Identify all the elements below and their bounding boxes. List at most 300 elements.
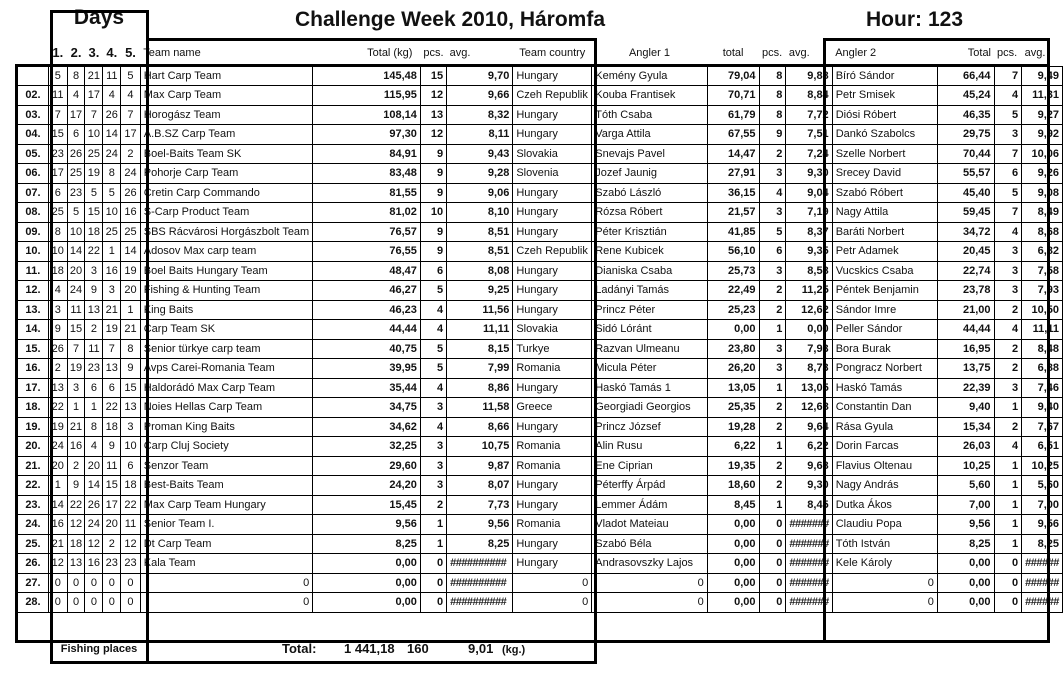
angler2-name-cell: Dankó Szabolcs <box>832 125 937 145</box>
angler1-pcs-cell: 3 <box>759 339 786 359</box>
rank-cell: 20. <box>18 437 49 457</box>
day-place-cell: 1 <box>67 398 85 418</box>
angler2-name-cell: Péntek Benjamin <box>832 281 937 301</box>
team-pcs-cell: 13 <box>420 105 446 125</box>
angler1-name-cell: Péter Krisztián <box>592 222 707 242</box>
angler1-avg-cell: 8,73 <box>786 359 832 379</box>
team-country-cell: Slovenia <box>513 164 592 184</box>
angler1-total-cell: 25,73 <box>707 261 759 281</box>
rank-cell: 13. <box>18 300 49 320</box>
table-row <box>18 242 1063 262</box>
angler2-total-cell: 7,00 <box>937 495 994 515</box>
day-place-cell: 20 <box>85 456 103 476</box>
day-place-cell: 23 <box>121 554 141 574</box>
angler2-total-cell: 5,60 <box>937 476 994 496</box>
angler1-total-cell: 19,28 <box>707 417 759 437</box>
team-avg-cell: 11,56 <box>447 300 513 320</box>
team-name-cell: Senior türkye carp team <box>140 339 312 359</box>
angler1-total-cell: 25,23 <box>707 300 759 320</box>
day-place-cell: 25 <box>48 203 67 223</box>
table-row <box>18 66 1063 86</box>
angler2-pcs-cell: 2 <box>994 359 1022 379</box>
day-place-cell: 3 <box>103 281 121 301</box>
team-country-cell: Hungary <box>513 222 592 242</box>
team-avg-cell: 9,70 <box>447 66 513 86</box>
team-country-cell: Hungary <box>513 105 592 125</box>
day-place-cell: 21 <box>85 66 103 86</box>
day-place-cell: 12 <box>85 534 103 554</box>
day-place-cell: 11 <box>67 300 85 320</box>
day-place-cell: 25 <box>121 222 141 242</box>
day-place-cell: 16 <box>85 554 103 574</box>
day-place-cell: 24 <box>85 515 103 535</box>
angler1-avg-cell: 7,93 <box>786 339 832 359</box>
team-pcs-cell: 10 <box>420 203 446 223</box>
angler1-pcs-cell: 4 <box>759 183 786 203</box>
angler2-name-cell: Dorin Farcas <box>832 437 937 457</box>
team-country-cell: Hungary <box>513 261 592 281</box>
day-place-cell: 10 <box>103 203 121 223</box>
angler1-pcs-cell: 2 <box>759 144 786 164</box>
team-avg-cell: 9,25 <box>447 281 513 301</box>
day-place-cell: 23 <box>48 144 67 164</box>
angler1-total-cell: 13,05 <box>707 378 759 398</box>
angler2-total-cell: 22,39 <box>937 378 994 398</box>
angler1-name-cell: Sidó Lóránt <box>592 320 707 340</box>
angler2-avg-cell: 8,25 <box>1022 534 1063 554</box>
team-country-cell: Hungary <box>513 534 592 554</box>
day-place-cell: 0 <box>85 573 103 593</box>
team-pcs-cell: 0 <box>420 554 446 574</box>
angler1-pcs-cell: 9 <box>759 125 786 145</box>
rank-cell: 14. <box>18 320 49 340</box>
day-place-cell: 25 <box>85 144 103 164</box>
page-title: Challenge Week 2010, Háromfa <box>294 8 606 31</box>
angler1-total-cell: 18,60 <box>707 476 759 496</box>
angler2-pcs-cell: 7 <box>994 144 1022 164</box>
angler1-avg-cell: 7,24 <box>786 144 832 164</box>
angler1-total-cell: 56,10 <box>707 242 759 262</box>
angler2-avg-cell: 7,67 <box>1022 417 1063 437</box>
angler2-pcs-cell: 5 <box>994 183 1022 203</box>
total-avg: 9,01 <box>468 641 494 656</box>
day-place-cell: 14 <box>48 495 67 515</box>
angler1-avg-cell: 9,04 <box>786 183 832 203</box>
angler1-total-cell: 27,91 <box>707 164 759 184</box>
angler2-total-cell: 26,03 <box>937 437 994 457</box>
team-pcs-cell: 5 <box>420 359 446 379</box>
day-place-cell: 12 <box>121 534 141 554</box>
angler2-pcs-cell: 6 <box>994 164 1022 184</box>
team-avg-cell: 9,56 <box>447 515 513 535</box>
angler2-name-cell: 0 <box>832 593 937 613</box>
total-pcs: 160 <box>407 641 429 656</box>
table-row <box>18 554 1063 574</box>
team-avg-cell: 8,32 <box>447 105 513 125</box>
day-place-cell: 2 <box>85 320 103 340</box>
day-place-cell: 7 <box>121 105 141 125</box>
rank-cell: 04. <box>18 125 49 145</box>
team-total-cell: 35,44 <box>313 378 421 398</box>
angler1-name-cell: Varga Attila <box>592 125 707 145</box>
team-pcs-cell: 9 <box>420 242 446 262</box>
team-avg-cell: 8,51 <box>447 242 513 262</box>
angler2-name-cell: 0 <box>832 573 937 593</box>
angler2-name-cell: Vucskics Csaba <box>832 261 937 281</box>
team-avg-cell: 9,06 <box>447 183 513 203</box>
angler1-total-cell: 0,00 <box>707 515 759 535</box>
angler2-pcs-cell: 4 <box>994 437 1022 457</box>
day-place-cell: 25 <box>103 222 121 242</box>
angler2-name-cell: Bíró Sándor <box>832 66 937 86</box>
rank-cell: 10. <box>18 242 49 262</box>
day-place-cell: 1 <box>85 398 103 418</box>
angler2-total-cell: 16,95 <box>937 339 994 359</box>
angler1-name-cell: Snevajs Pavel <box>592 144 707 164</box>
team-name-cell: Senior Team I. <box>140 515 312 535</box>
day-place-cell: 23 <box>85 359 103 379</box>
day-place-cell: 24 <box>121 164 141 184</box>
angler1-name-cell: Szabó László <box>592 183 707 203</box>
angler1-avg-cell: ####### <box>786 554 832 574</box>
angler1-name-cell: Szabó Béla <box>592 534 707 554</box>
angler2-total-cell: 20,45 <box>937 242 994 262</box>
day-place-cell: 0 <box>48 573 67 593</box>
angler2-avg-cell: 11,31 <box>1022 86 1063 106</box>
team-pcs-cell: 4 <box>420 300 446 320</box>
day-place-cell: 16 <box>103 261 121 281</box>
day-place-cell: 6 <box>121 456 141 476</box>
team-pcs-cell: 4 <box>420 417 446 437</box>
team-avg-cell: 9,87 <box>447 456 513 476</box>
angler2-name-cell: Haskó Tamás <box>832 378 937 398</box>
angler1-pcs-cell: 8 <box>759 66 786 86</box>
angler1-avg-cell: ####### <box>786 534 832 554</box>
angler1-total-cell: 22,49 <box>707 281 759 301</box>
day-place-cell: 0 <box>67 573 85 593</box>
angler1-avg-cell: 12,62 <box>786 300 832 320</box>
day-place-cell: 14 <box>121 242 141 262</box>
angler2-avg-cell: 10,25 <box>1022 456 1063 476</box>
day-place-cell: 2 <box>48 359 67 379</box>
angler1-name-cell: Péterffy Árpád <box>592 476 707 496</box>
angler2-name-cell: Szabó Róbert <box>832 183 937 203</box>
day-place-cell: 11 <box>103 456 121 476</box>
rank-cell: 19. <box>18 417 49 437</box>
angler2-avg-cell: 9,49 <box>1022 66 1063 86</box>
angler2-name-cell: Pongracz Norbert <box>832 359 937 379</box>
table-row <box>18 144 1063 164</box>
table-row <box>18 222 1063 242</box>
team-country-cell: Hungary <box>513 417 592 437</box>
angler2-total-cell: 9,40 <box>937 398 994 418</box>
angler2-avg-cell: 7,46 <box>1022 378 1063 398</box>
team-total-cell: 76,55 <box>313 242 421 262</box>
day-place-cell: 26 <box>103 105 121 125</box>
table-row <box>18 125 1063 145</box>
team-total-cell: 32,25 <box>313 437 421 457</box>
team-country-cell: Slovakia <box>513 320 592 340</box>
rank-header <box>18 40 49 66</box>
day-place-cell: 20 <box>67 261 85 281</box>
angler1-pcs-cell: 0 <box>759 593 786 613</box>
day-place-cell: 17 <box>121 125 141 145</box>
day-place-cell: 15 <box>103 476 121 496</box>
angler1-avg-cell: 9,88 <box>786 66 832 86</box>
angler2-total-cell: 0,00 <box>937 593 994 613</box>
hour-label: Hour: <box>866 8 922 31</box>
day-place-cell: 21 <box>48 534 67 554</box>
angler1-pcs-cell: 0 <box>759 534 786 554</box>
angler2-total-cell: 13,75 <box>937 359 994 379</box>
angler1-name-cell: Tóth Csaba <box>592 105 707 125</box>
day-place-cell: 20 <box>121 281 141 301</box>
angler1-total-cell: 41,85 <box>707 222 759 242</box>
team-total-cell: 44,44 <box>313 320 421 340</box>
rank-cell: 21. <box>18 456 49 476</box>
angler1-avg-cell: 11,25 <box>786 281 832 301</box>
hour-readout <box>866 8 963 32</box>
angler1-avg-cell: ####### <box>786 593 832 613</box>
angler2-total-cell: 29,75 <box>937 125 994 145</box>
team-country-cell: Romania <box>513 515 592 535</box>
angler2-avg-cell: 7,00 <box>1022 495 1063 515</box>
angler1-total-cell: 19,35 <box>707 456 759 476</box>
table-row <box>18 495 1063 515</box>
angler1-avg-cell: 8,37 <box>786 222 832 242</box>
day-place-cell: 6 <box>67 125 85 145</box>
angler2-avg-cell: 6,51 <box>1022 437 1063 457</box>
day-place-cell: 16 <box>121 203 141 223</box>
angler2-avg-cell: 7,93 <box>1022 281 1063 301</box>
angler2-name-cell: Kele Károly <box>832 554 937 574</box>
angler1-total-cell: 36,15 <box>707 183 759 203</box>
rank-cell: 16. <box>18 359 49 379</box>
team-pcs-cell: 0 <box>420 573 446 593</box>
team-avg-cell: ########## <box>447 554 513 574</box>
team-country-cell: Hungary <box>513 183 592 203</box>
team-country-cell: Greece <box>513 398 592 418</box>
angler1-name-cell: Alin Rusu <box>592 437 707 457</box>
team-pcs-cell: 4 <box>420 320 446 340</box>
angler1-pcs-cell: 2 <box>759 398 786 418</box>
angler1-name-cell: Andrasovszky Lajos <box>592 554 707 574</box>
day-place-cell: 10 <box>67 222 85 242</box>
angler2-name-cell: Sándor Imre <box>832 300 937 320</box>
day-place-cell: 18 <box>85 222 103 242</box>
pcs-header: pcs. <box>423 46 444 59</box>
angler2-avg-cell: 9,40 <box>1022 398 1063 418</box>
angler1-avg-cell: 9,30 <box>786 164 832 184</box>
day-place-cell: 11 <box>103 66 121 86</box>
team-name-cell: King Baits <box>140 300 312 320</box>
rank-cell: 27. <box>18 573 49 593</box>
day-place-cell: 25 <box>67 164 85 184</box>
table-row <box>18 515 1063 535</box>
day-place-cell: 19 <box>85 164 103 184</box>
day-place-cell: 16 <box>67 437 85 457</box>
day-place-cell: 18 <box>103 417 121 437</box>
angler2-pcs-cell: 0 <box>994 573 1022 593</box>
day-header: 2. <box>70 45 82 61</box>
day-place-cell: 14 <box>67 242 85 262</box>
angler1-avg-cell: 9,30 <box>786 476 832 496</box>
team-pcs-cell: 3 <box>420 398 446 418</box>
day-place-cell: 13 <box>121 398 141 418</box>
team-name-cell: Horogász Team <box>140 105 312 125</box>
day-place-cell: 18 <box>67 534 85 554</box>
table-row <box>18 183 1063 203</box>
angler2-name-cell: Szelle Norbert <box>832 144 937 164</box>
day-place-cell: 9 <box>67 476 85 496</box>
avg-header: avg. <box>449 46 471 59</box>
angler1-avg-cell: 6,22 <box>786 437 832 457</box>
team-pcs-cell: 5 <box>420 281 446 301</box>
team-avg-cell: 8,51 <box>447 222 513 242</box>
team-name-cell: Kala Team <box>140 554 312 574</box>
day-place-cell: 22 <box>67 495 85 515</box>
day-place-cell: 22 <box>48 398 67 418</box>
angler2-name-cell: Bora Burak <box>832 339 937 359</box>
angler2-total-cell: 0,00 <box>937 554 994 574</box>
team-country-cell: Hungary <box>513 203 592 223</box>
day-header: 4. <box>106 45 118 61</box>
angler1-avg-cell: 7,51 <box>786 125 832 145</box>
angler1-total-header: total <box>722 46 744 59</box>
table-row <box>18 417 1063 437</box>
day-place-cell: 2 <box>121 144 141 164</box>
angler2-pcs-cell: 2 <box>994 300 1022 320</box>
day-place-cell: 15 <box>48 125 67 145</box>
team-pcs-cell: 12 <box>420 125 446 145</box>
team-total-cell: 81,55 <box>313 183 421 203</box>
angler1-avg-cell: 7,19 <box>786 203 832 223</box>
angler2-avg-cell: ###### <box>1022 573 1063 593</box>
day-place-cell: 21 <box>67 417 85 437</box>
team-country-cell: Romania <box>513 456 592 476</box>
day-place-cell: 5 <box>48 66 67 86</box>
day-place-cell: 11 <box>121 515 141 535</box>
day-place-cell: 1 <box>121 300 141 320</box>
angler1-pcs-cell: 3 <box>759 203 786 223</box>
team-name-cell: Haldorádó Max Carp Team <box>140 378 312 398</box>
team-total-cell: 24,20 <box>313 476 421 496</box>
angler1-pcs-cell: 2 <box>759 281 786 301</box>
team-total-cell: 145,48 <box>313 66 421 86</box>
hour-value: 123 <box>928 8 964 31</box>
table-row <box>18 300 1063 320</box>
team-name-cell: Senzor Team <box>140 456 312 476</box>
angler1-pcs-cell: 1 <box>759 437 786 457</box>
table-row <box>18 86 1063 106</box>
team-country-cell: 0 <box>513 573 592 593</box>
angler2-pcs-cell: 0 <box>994 593 1022 613</box>
team-name-cell: 0 <box>140 593 312 613</box>
team-name-cell: Proman King Baits <box>140 417 312 437</box>
team-total-cell: 39,95 <box>313 359 421 379</box>
team-total-cell: 8,25 <box>313 534 421 554</box>
angler1-pcs-cell: 2 <box>759 300 786 320</box>
table-row <box>18 534 1063 554</box>
rank-cell: 15. <box>18 339 49 359</box>
team-total-cell: 15,45 <box>313 495 421 515</box>
day-place-cell: 4 <box>48 281 67 301</box>
day-place-cell: 18 <box>121 476 141 496</box>
angler2-pcs-cell: 1 <box>994 515 1022 535</box>
day-place-cell: 5 <box>121 66 141 86</box>
rank-cell: 09. <box>18 222 49 242</box>
angler1-total-cell: 26,20 <box>707 359 759 379</box>
angler1-total-cell: 14,47 <box>707 144 759 164</box>
team-avg-cell: 10,75 <box>447 437 513 457</box>
rank-cell: 24. <box>18 515 49 535</box>
team-country-cell: Hungary <box>513 476 592 496</box>
angler2-avg-header: avg. <box>1024 46 1046 59</box>
angler2-pcs-cell: 1 <box>994 534 1022 554</box>
day-place-cell: 17 <box>85 86 103 106</box>
angler2-pcs-cell: 1 <box>994 456 1022 476</box>
day-place-cell: 19 <box>67 359 85 379</box>
day-place-cell: 10 <box>121 437 141 457</box>
team-name-cell: S-Carp Product Team <box>140 203 312 223</box>
table-row <box>18 398 1063 418</box>
team-total-cell: 0,00 <box>313 573 421 593</box>
rank-cell: 17. <box>18 378 49 398</box>
angler1-total-cell: 21,57 <box>707 203 759 223</box>
team-pcs-cell: 12 <box>420 86 446 106</box>
day-place-cell: 24 <box>48 437 67 457</box>
day-place-cell: 1 <box>48 476 67 496</box>
angler2-pcs-cell: 2 <box>994 339 1022 359</box>
angler2-pcs-cell: 3 <box>994 242 1022 262</box>
team-total-cell: 0,00 <box>313 593 421 613</box>
angler2-pcs-cell: 3 <box>994 125 1022 145</box>
angler1-name-cell: Kouba Frantisek <box>592 86 707 106</box>
rank-cell: 07. <box>18 183 49 203</box>
day-place-cell: 13 <box>85 300 103 320</box>
rank-cell: 25. <box>18 534 49 554</box>
day-place-cell: 5 <box>103 183 121 203</box>
angler1-avg-cell: 8,58 <box>786 261 832 281</box>
team-name-cell: Hart Carp Team <box>140 66 312 86</box>
angler2-avg-cell: 6,82 <box>1022 242 1063 262</box>
angler2-pcs-cell: 1 <box>994 398 1022 418</box>
day-place-cell: 21 <box>103 300 121 320</box>
day-place-cell: 1 <box>103 242 121 262</box>
team-pcs-cell: 3 <box>420 476 446 496</box>
day-place-cell: 26 <box>67 144 85 164</box>
rank-cell: 26. <box>18 554 49 574</box>
day-place-cell: 5 <box>85 183 103 203</box>
angler2-total-cell: 15,34 <box>937 417 994 437</box>
day-place-cell: 13 <box>103 359 121 379</box>
angler2-avg-cell: 10,50 <box>1022 300 1063 320</box>
team-avg-cell: 8,25 <box>447 534 513 554</box>
day-place-cell: 7 <box>48 105 67 125</box>
rank-cell: 22. <box>18 476 49 496</box>
total-label: Total: <box>282 641 317 656</box>
angler1-name-cell: 0 <box>592 573 707 593</box>
day-place-cell: 15 <box>67 320 85 340</box>
rank-cell: 06. <box>18 164 49 184</box>
team-avg-cell: 8,66 <box>447 417 513 437</box>
angler1-pcs-cell: 2 <box>759 456 786 476</box>
team-pcs-cell: 4 <box>420 378 446 398</box>
team-avg-cell: 8,86 <box>447 378 513 398</box>
total-kg: 1 441,18 <box>344 641 395 656</box>
fishing-places-label: Fishing places <box>60 643 138 655</box>
angler1-name-cell: Ladányi Tamás <box>592 281 707 301</box>
